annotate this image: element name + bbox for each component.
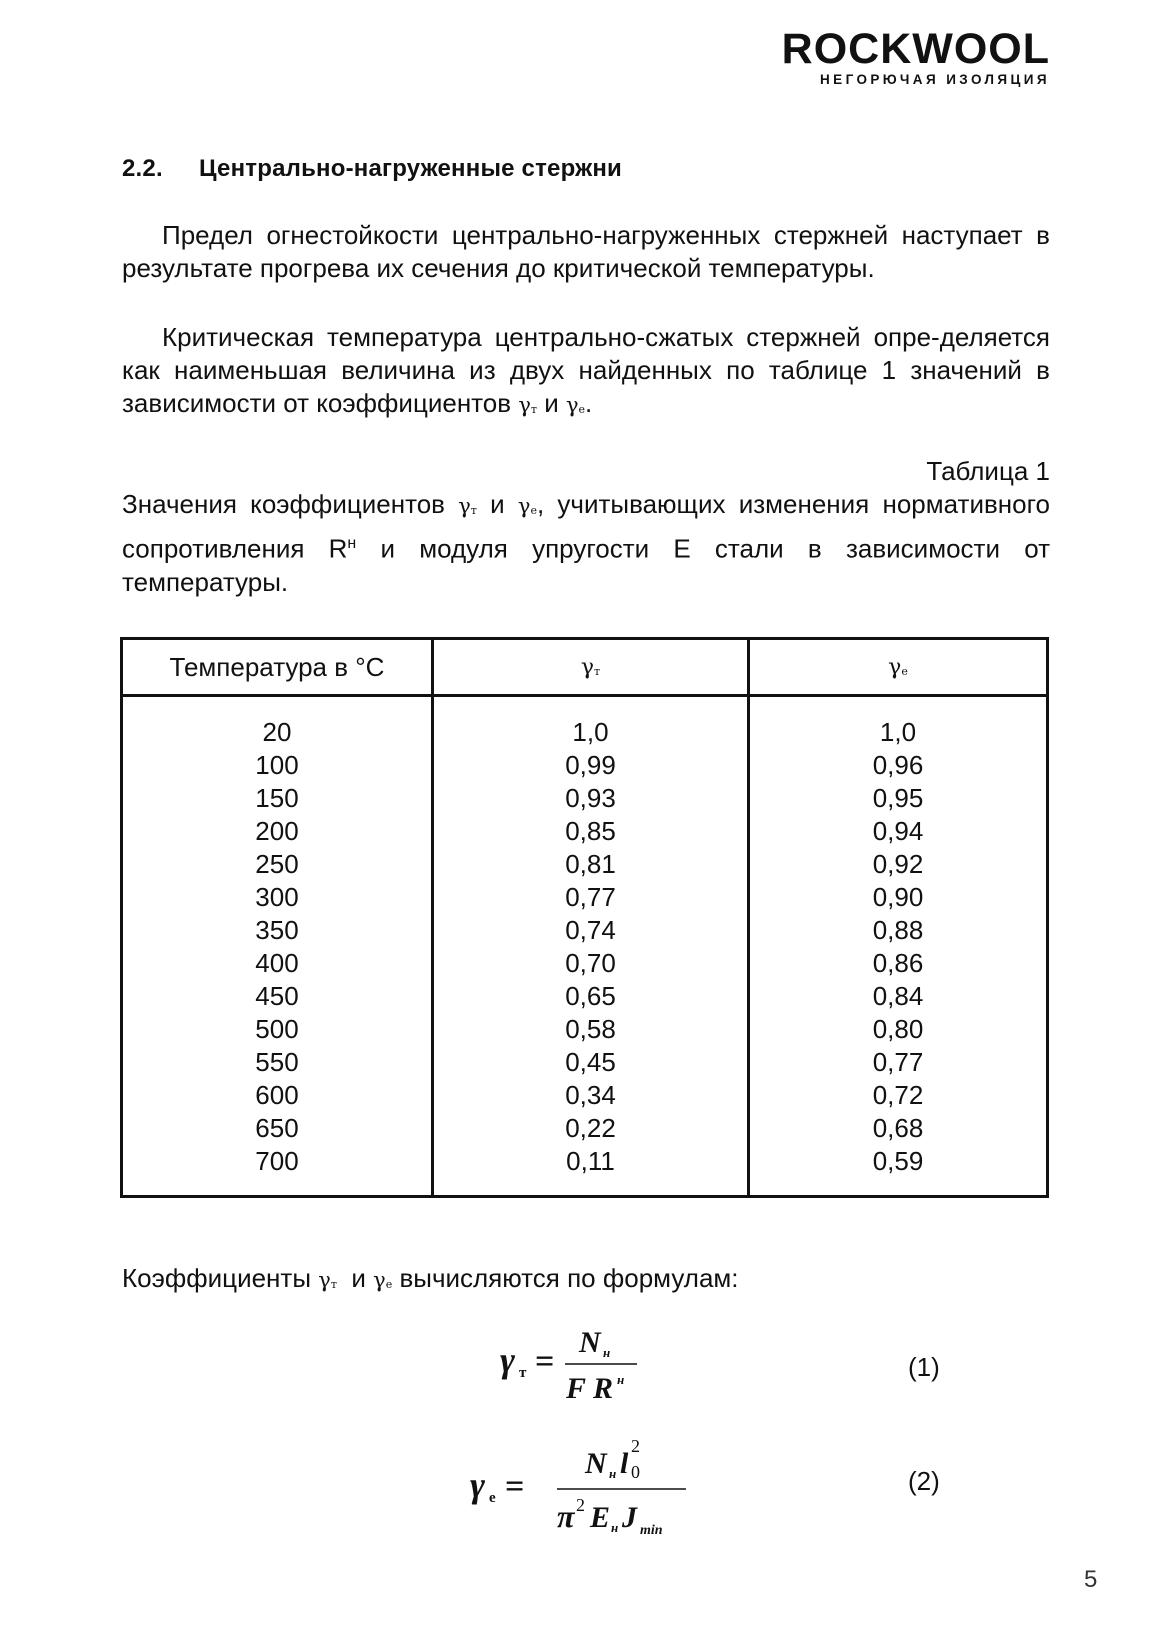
paragraph-2-end: .: [585, 388, 593, 418]
section-number: 2.2.: [122, 155, 163, 182]
table-cell-gamma-e: 0,96: [872, 750, 924, 780]
section-heading: [122, 155, 622, 183]
formula-2: [470, 1437, 690, 1537]
table-cell-temperature: 100: [255, 750, 299, 780]
table-cell-gamma-t: 0,22: [565, 1113, 616, 1143]
caption-sup: н: [347, 535, 357, 552]
caption-part-1: Значения коэффициентов: [122, 489, 445, 519]
gamma-e-symbol: $\gamma_е$: [373, 1268, 393, 1292]
table-cell-gamma-e: 0,68: [872, 1113, 924, 1143]
table-cell-temperature: 300: [255, 882, 299, 912]
table-cell-temperature: 600: [255, 1080, 299, 1110]
table-caption: [122, 488, 1050, 599]
caption-part-2: , учитывающих изменения нормативного сопротивления R: [122, 489, 1050, 564]
table-cell-temperature: 150: [255, 783, 299, 813]
table-cell-gamma-e: 0,72: [872, 1080, 924, 1110]
table-cell-gamma-e: 0,88: [872, 915, 924, 945]
formula-2-pi-sup: 2: [576, 1495, 585, 1515]
table-cell-gamma-t: 0,77: [565, 882, 616, 912]
formula-2-l: l: [620, 1447, 629, 1480]
table-cell-temperature: 250: [255, 849, 299, 879]
equation-number-1: (1): [908, 1352, 940, 1382]
table-cell-gamma-e: 0,77: [872, 1047, 924, 1077]
formula-1: [500, 1322, 640, 1402]
formula-2-E-sub: н: [611, 1520, 619, 1535]
table-cell-temperature: 650: [255, 1113, 299, 1143]
formula-2-J: J: [622, 1501, 637, 1534]
table-cell-temperature: 450: [255, 981, 299, 1011]
formula-2-eq: =: [505, 1468, 525, 1505]
gamma-t-symbol: $\gamma_т$: [458, 494, 477, 518]
gamma-e-symbol: $\gamma_е$: [565, 393, 586, 417]
table-cell-gamma-e: 0,84: [872, 981, 924, 1011]
table-cell-temperature: 500: [255, 1014, 299, 1044]
table-cell-temperature: 400: [255, 948, 299, 978]
table-cell-gamma-t: 1,0: [572, 717, 609, 747]
brand-logo: [782, 26, 1050, 88]
header-temperature: Температура в °С: [169, 651, 385, 682]
paragraph-2: [122, 321, 1050, 426]
formula-2-sub: е: [489, 1490, 496, 1506]
formula-2-N: N: [585, 1447, 607, 1480]
table-cell-gamma-t: 0,58: [565, 1014, 616, 1044]
table-cell-temperature: 200: [255, 816, 299, 846]
gamma-t-symbol: $\gamma_т$: [518, 393, 537, 417]
table-cell-gamma-t: 0,99: [565, 750, 616, 780]
formula-2-gamma: γ: [470, 1465, 485, 1505]
table-cell-gamma-t: 0,74: [565, 915, 616, 945]
column-gamma-t: [434, 716, 747, 1178]
formula-2-pi: π: [557, 1498, 575, 1534]
formula-1-eq: =: [535, 1343, 555, 1380]
header-gamma-e: $\gamma_е$: [888, 654, 908, 680]
table-cell-gamma-e: 0,86: [872, 948, 924, 978]
table-header-divider: [123, 694, 1046, 697]
formula-2-E: E: [590, 1501, 611, 1534]
table-cell-gamma-e: 0,92: [872, 849, 924, 879]
formula-2-l-sub: 0: [631, 1462, 640, 1482]
caption-and: и: [490, 489, 505, 519]
logo-wordmark: ROCKWOOL: [781, 25, 1050, 73]
table-cell-gamma-t: 0,70: [565, 948, 616, 978]
column-gamma-e: [750, 716, 1046, 1178]
formula-1-sub: т: [519, 1365, 527, 1381]
table-cell-gamma-e: 0,59: [872, 1146, 924, 1176]
paragraph-2-text: Критическая температура центрально-сжатых стержней опре-деляется как наименьшая величина из двух найденных по таблице 1 значений в зависимости от коэффициентов: [122, 322, 1050, 418]
table-cell-gamma-e: 0,94: [872, 816, 924, 846]
formula-1-R-sup: н: [617, 1372, 625, 1387]
table-cell-gamma-e: 0,80: [872, 1014, 924, 1044]
paragraph-1: Предел огнестойкости центрально-нагруженных стержней наступает в результате прогрева их сечения до критической температуры.: [122, 220, 1050, 283]
gamma-e-symbol: $\gamma_е$: [517, 494, 537, 518]
table-cell-gamma-t: 0,85: [565, 816, 616, 846]
formula-1-N: N: [579, 1326, 601, 1359]
formula-1-F: F: [566, 1372, 587, 1402]
paragraph-2-and: и: [544, 388, 559, 418]
table-cell-gamma-t: 0,45: [565, 1047, 616, 1077]
column-temperature: [123, 716, 431, 1178]
coefficients-table: [120, 637, 1049, 1198]
formula-1-gamma: γ: [500, 1340, 515, 1380]
table-cell-temperature: 550: [255, 1047, 299, 1077]
equation-number-2: (2): [908, 1466, 940, 1496]
logo-tagline: НЕГОРЮЧАЯ ИЗОЛЯЦИЯ: [820, 72, 1050, 87]
section-title: Центрально-нагруженные стержни: [199, 155, 623, 182]
table-cell-gamma-t: 0,34: [565, 1080, 616, 1110]
table-cell-gamma-t: 0,11: [566, 1146, 615, 1176]
formula-2-J-sub: min: [640, 1523, 663, 1537]
table-cell-gamma-t: 0,81: [565, 849, 616, 879]
formula-intro: Коэффициенты $\gamma_т$ и $\gamma_е$ вычисляются по формулам:: [122, 1263, 739, 1293]
table-cell-temperature: 700: [255, 1146, 299, 1176]
table-cell-gamma-e: 0,90: [872, 882, 924, 912]
table-cell-gamma-e: 0,95: [872, 783, 924, 813]
formula-2-N-sub: н: [609, 1466, 617, 1481]
header-gamma-t: $\gamma_т$: [580, 654, 601, 680]
formula-2-l-sup: 2: [631, 1437, 640, 1456]
formula-1-N-sub: н: [603, 1345, 611, 1360]
table-cell-gamma-t: 0,65: [565, 981, 616, 1011]
caption-part-3: и модуля упругости Е стали в зависимости от температуры.: [122, 533, 1050, 597]
page-number: 5: [1084, 1566, 1098, 1593]
table-cell-gamma-t: 0,93: [565, 783, 616, 813]
formula-1-R: R: [593, 1372, 614, 1402]
table-cell-temperature: 20: [262, 717, 292, 747]
table-cell-gamma-e: 1,0: [879, 717, 917, 747]
table-label: Таблица 1: [926, 456, 1050, 486]
table-cell-temperature: 350: [255, 915, 299, 945]
gamma-t-symbol: $\gamma_т$: [318, 1268, 337, 1292]
